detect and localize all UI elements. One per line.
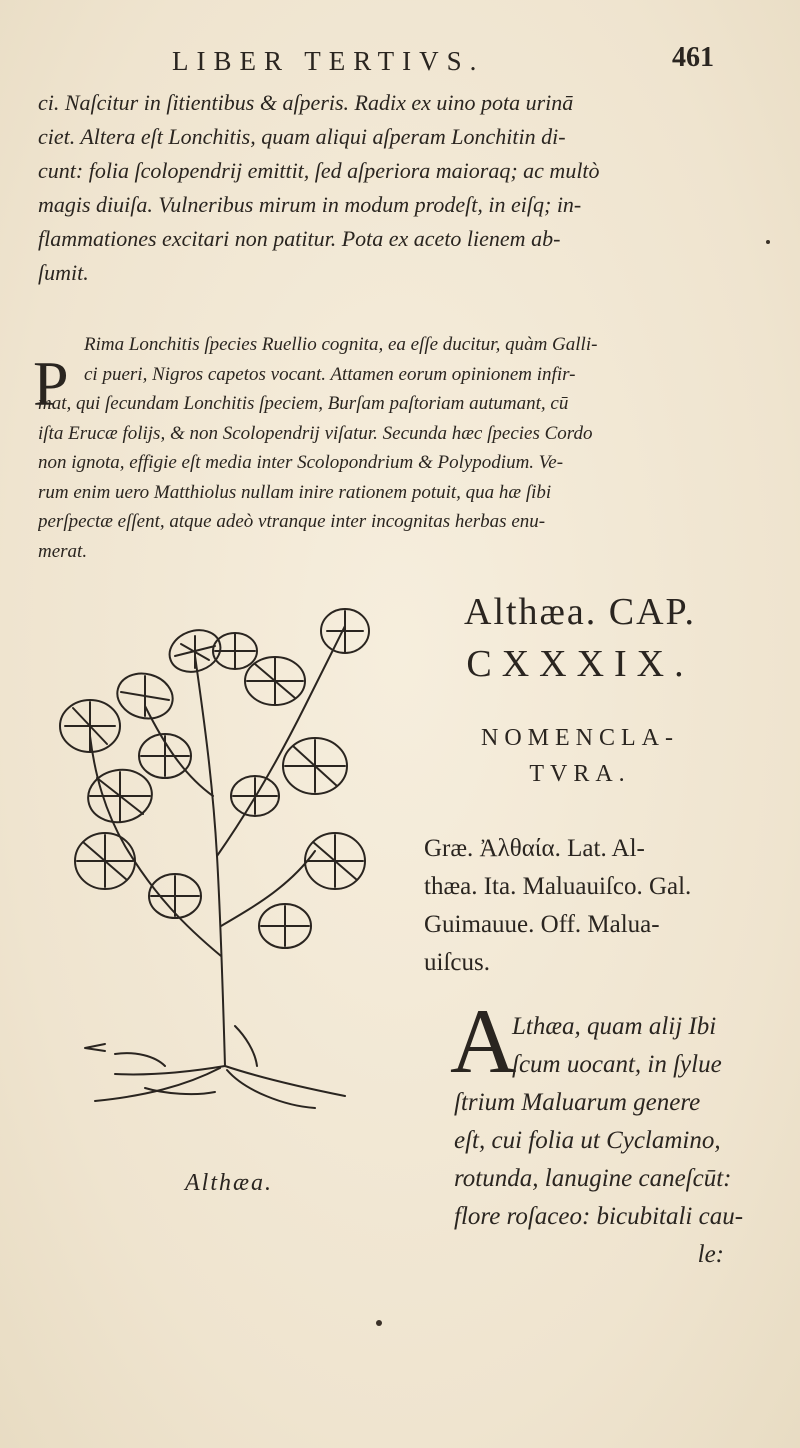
paragraph-lonchitis — [38, 86, 728, 290]
text-line: rotunda, lanugine caneſcūt: — [454, 1165, 732, 1192]
text-line: iſta Erucæ folijs, & non Scolopendrij viſatur. Secunda hæc ſpecies Cordo — [38, 422, 593, 444]
paragraph-commentary — [38, 330, 728, 566]
althaea-plant-woodcut-icon — [45, 596, 385, 1136]
text-line: ſumit. — [38, 260, 89, 285]
nomenclature-heading — [400, 720, 760, 792]
text-line: ſcum uocant, in ſylue — [512, 1051, 722, 1078]
ink-spot — [766, 240, 770, 244]
text-line: Lthæa, quam alij Ibi — [512, 1013, 717, 1040]
text-line: ci. Naſcitur in ſitientibus & aſperis. Radix ex uino pota urinā — [38, 90, 574, 115]
text-line: le: — [697, 1241, 724, 1268]
text-line: flammationes excitari non patitur. Pota ex aceto lienem ab- — [38, 226, 561, 251]
text-line: cunt: folia ſcolopendrij emittit, ſed aſperiora maioraq; ac multò — [38, 158, 600, 183]
text-line: Guimauue. Off. Malua- — [424, 911, 660, 938]
text-line: ciet. Altera eſt Lonchitis, quam aliqui aſperam Lonchitin di- — [38, 124, 566, 149]
description-text — [454, 1008, 764, 1274]
nomenclature-heading-line: TVRA. — [529, 761, 631, 787]
drop-cap-a: A — [450, 990, 517, 1092]
nomenclature-text — [424, 830, 754, 982]
chapter-title: Althæa. CAP. — [464, 591, 696, 633]
text-line: magis diuiſa. Vulneribus mirum in modum prodeſt, in eiſq; in- — [38, 192, 582, 217]
text-line: merat. — [38, 540, 88, 562]
text-line: uiſcus. — [424, 949, 490, 976]
text-line: Rima Lonchitis ſpecies Ruellio cognita, ea eſſe ducitur, quàm Galli- — [84, 334, 598, 355]
text-line: ſtrium Maluarum genere — [454, 1089, 701, 1116]
running-title: LIBER TERTIVS. — [172, 46, 485, 76]
text-line: flore roſaceo: bicubitali cau- — [454, 1203, 744, 1230]
illustration-caption: Althæa. — [185, 1170, 274, 1196]
text-line: eſt, cui folia ut Cyclamino, — [454, 1127, 721, 1154]
ink-spot — [376, 1320, 382, 1326]
drop-cap-p: P — [33, 348, 69, 419]
running-header — [0, 40, 800, 80]
text-line: mat, qui ſecundam Lonchitis ſpeciem, Burſam paſtoriam autumant, cū — [38, 393, 569, 414]
text-line: ci pueri, Nigros capetos vocant. Attamen eorum opinionem infir- — [84, 363, 576, 385]
text-line: perſpectæ eſſent, atque adeò vtranque inter incognitas herbas enu- — [38, 511, 546, 532]
nomenclature-heading-line: NOMENCLA- — [481, 725, 679, 751]
text-line: thæa. Ita. Maluauiſco. Gal. — [424, 873, 692, 900]
text-line: non ignota, effigie eſt media inter Scolopondrium & Polypodium. Ve- — [38, 452, 564, 473]
text-line: rum enim uero Matthiolus nullam inire rationem potuit, qua hæ ſibi — [38, 481, 552, 503]
text-line: Græ. Ἀλθαία. Lat. Al- — [424, 835, 645, 862]
chapter-number: CXXXIX. — [466, 643, 694, 685]
page-number: 461 — [672, 42, 714, 73]
